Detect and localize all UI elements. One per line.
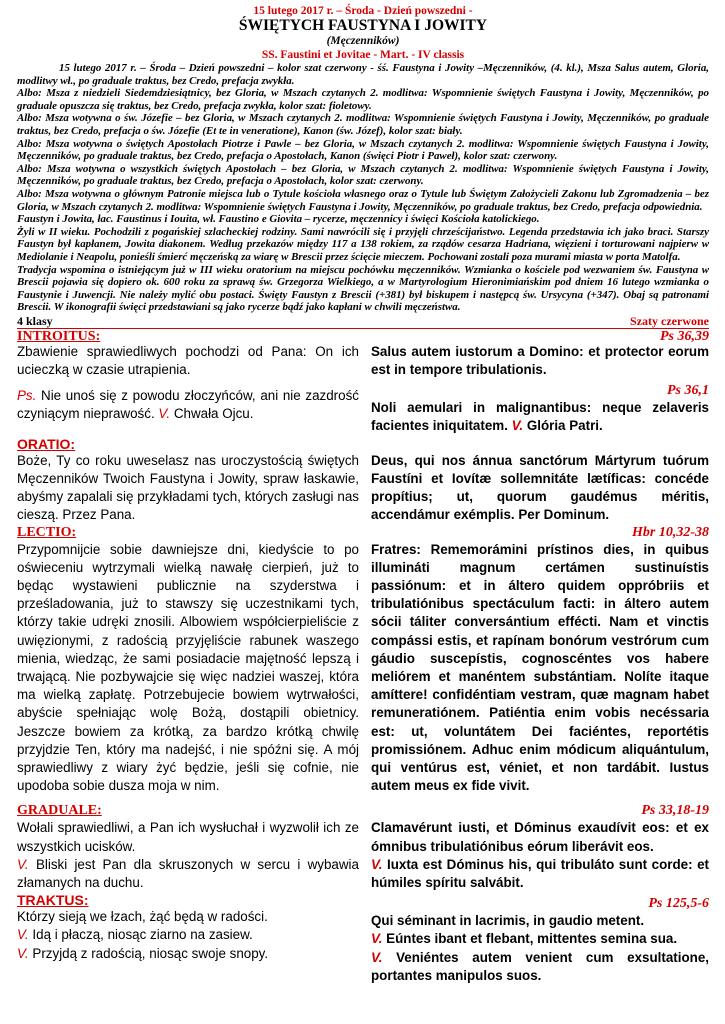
traktus-pl-verse: V. Idą i płaczą, niosąc ziarno na zasiew. bbox=[17, 927, 253, 943]
graduale-label: GRADUALE: bbox=[17, 803, 102, 819]
introitus-latin bbox=[371, 343, 709, 436]
date-line: 15 lutego 2017 r. – Środa - Dzień powszedni - bbox=[253, 5, 473, 17]
lectio-pl-text: Przypomnijcie sobie dawniejsze dni, kiedyście to po oświeceniu wytrzymali wielką nawałę cierpień, już to będąc wystawieni publicznie na szyderstwa i prześladowania, już to stawszy się uczestnikami tych, którzy takie udręki znosili. Albowiem współcierpieliście z uwięzionymi, z radością przyjęliście rabunek waszego mienia, wiedząc, że sami posiadacie majętność lepszą i trwającą. Nie pozbywajcie się więc nadziei waszej, która ma wielką zapłatę. Potrzebujecie bowiem wytrwałości, abyście spełniając wolę Bożą, dostąpili obietnicy. Jeszcze bowiem za krótką, za bardzo krótką chwilę przyjdzie Ten, który ma nadejść, i nie spóźni się. A mój sprawiedliwy z wiary żyć będzie, jeśli się cofnie, nie upodoba sobie dusza moja w nim. bbox=[17, 541, 359, 794]
oratio-section bbox=[17, 436, 709, 525]
lectio-label: LECTIO: bbox=[17, 524, 77, 540]
intro-paragraph: Tradycja wspomina o istniejącym już w III wieku oratorium na miejscu pochówku męczenników. Wzmianka o kościele pod wezwaniem św. Faustyna w Brescii pojawia się dopiero ok. 600 roku za sprawą św. Grzegorza Wielkiego, a w Martyrologium Hieronimiańskim pod dniem 16 lutego wzmianka o Faustynie i Juwencji. Nie należy mylić obu postaci. Święty Faustyn z Brescii (+381) był biskupem i następcą św. Ursycyna (+347). Obaj są patronami Brescii. W ikonografii święci przedstawiani są jako rycerze bądź jako kapłani w chwili męczeństwa. bbox=[17, 263, 709, 314]
intro-paragraph: Faustyn i Jowita, łac. Faustinus i Iouita, wł. Faustino e Giovita – rycerze, męczennicy i święci Kościoła katolickiego. bbox=[17, 213, 540, 226]
introitus-section bbox=[17, 343, 709, 436]
introitus-la-psalm: Noli aemulari in malignantibus: neque zelaveris facientes iniquitatem. V. Glória Patri. bbox=[371, 400, 709, 434]
page-title: ŚWIĘTYCH FAUSTYNA I JOWITY bbox=[238, 17, 488, 34]
graduale-pl-text: Wołali sprawiedliwi, a Pan ich wysłuchał i wyzwolił ich ze wszystkich ucisków. bbox=[17, 820, 359, 854]
lectio-section bbox=[17, 541, 709, 796]
traktus-label: TRAKTUS: bbox=[17, 892, 89, 909]
graduale-latin bbox=[371, 819, 709, 985]
oratio-pl-text: Boże, Ty co roku uweselasz nas uroczystością świętych Męczenników Twoich Faustyna i Jowity, spraw łaskawie, abyśmy zapalali się przykładami tych, których zasługi nas cieszą. Przez Pana. bbox=[17, 452, 359, 523]
traktus-pl-verse: V. Przyjdą z radością, niosąc swoje snopy. bbox=[17, 945, 269, 961]
intro-paragraph: Albo: Msza wotywna o głównym Patronie miejsca lub o Tytule kościoła własnego oraz o Tytule lub Świętym Założycieli Zakonu lub Zgromadzenia – bez Gloria, w Mszach czytanych 2. modlitwa: Wspomnienie świętych Faustyna i Jowity, Męczenników, po graduale traktus, bez Credo, prefacja odpowiednia. bbox=[17, 187, 709, 213]
class-label: 4 klasy bbox=[17, 313, 53, 328]
intro-paragraph: Albo: Msza wotywna o św. Józefie – bez Gloria, w Mszach czytanych 2. modlitwa: Wspomnienie świętych Faustyna i Jowity, Męczenników, po graduale traktus, bez Credo, prefacja o św. Józefie (Et te in veneratione), Kanon (św. Józef), kolor szat: biały. bbox=[17, 112, 709, 137]
graduale-ref: Ps 33,18-19 bbox=[641, 803, 709, 819]
introitus-psalm-ref: Ps 36,1 bbox=[667, 383, 709, 399]
traktus-pl-text: Którzy sieją we łzach, żąć będą w radości. bbox=[17, 909, 268, 925]
graduale-la-verse: V. Iuxta est Dóminus his, qui tribuláto sunt corde: et húmiles spíritu salvábit. bbox=[371, 856, 709, 890]
lectio-latin bbox=[371, 541, 709, 796]
missal-page bbox=[17, 4, 709, 985]
class-bar bbox=[17, 314, 709, 329]
lectio-ref: Hbr 10,32-38 bbox=[632, 524, 709, 540]
oratio-la-text: Deus, qui nos ánnua sanctórum Mártyrum tuórum Faustíni et Iovítæ sollemnitáte lætíficas: concéde propítius; ut, quorum gaudémus méritis, accendámur exémplis. Per Dominum. bbox=[371, 452, 709, 523]
intro-rubrics bbox=[17, 62, 709, 314]
graduale-pl-verse: V. Bliski jest Pan dla skruszonych w sercu i wybawia złamanych na duchu. bbox=[17, 856, 359, 890]
introitus-pl-text: Zbawienie sprawiedliwych pochodzi od Pana: On ich ucieczką w czasie utrapienia. bbox=[17, 343, 359, 378]
latin-title: SS. Faustini et Jovitae - Mart. - IV classis bbox=[261, 49, 465, 61]
oratio-label: ORATIO: bbox=[17, 435, 76, 452]
vestment-color: Szaty czerwone bbox=[630, 313, 709, 328]
introitus-ref: Ps 36,39 bbox=[660, 328, 709, 344]
oratio-latin bbox=[371, 436, 709, 525]
traktus-la-verse: V. Eúntes ibant et flebant, mittentes semina sua. bbox=[371, 931, 678, 947]
introitus-la-text: Salus autem iustorum a Domino: et protector eorum est in tempore tribulationis. bbox=[371, 343, 709, 378]
lectio-la-text: Fratres: Rememorámini prístinos dies, in quibus illumináti magnum certámen sustinuístis passiónum: et in áltero quidem oppróbriis et tribulatiónibus spectáculum facti: in áltero autem sócii táliter conversántium effécti. Nam et vinctis compássi estis, et rapínam bonórum vestrórum cum gáudio suscepístis, cognoscéntes vos habere meliórem et manéntem substántiam. Nolíte itaque amíttere! confidéntiam vestram, quæ magnam habet remuneratiónem. Patiéntia enim vobis necéssaria est: ut, voluntátem Dei faciéntes, reportétis promissiónem. Adhuc enim módicum aliquántulum, qui ventúrus est, véniet, et non tardábit. Iustus autem meus ex fide vivit. bbox=[371, 541, 709, 794]
graduale-la-text: Clamavérunt iusti, et Dóminus exaudívit eos: et ex ómnibus tribulatiónibus eórum liberávit eos. bbox=[371, 820, 709, 854]
lectio-polish bbox=[17, 541, 359, 796]
intro-paragraph: Żyli w II wieku. Pochodzili z pogańskiej szlacheckiej rodziny. Sami nawrócili się i przyjęli chrześcijaństwo. Legenda przedstawia ich jako braci. Starszy Faustyn był kapłanem, Jowita diakonem. Według przekazów między 117 a 138 rokiem, za rządów cesarza Hadriana, więzieni i torturowani najpierw w Mediolanie i Neapolu, ponieśli śmierć męczeńską za wiarę w Brescii przez ścięcie mieczem. Pochowani zostali poza murami miasta w porta Matolfa. bbox=[17, 225, 709, 263]
intro-paragraph: Albo: Msza wotywna o wszystkich świętych Apostołach – bez Gloria, w Mszach czytanych 2. modlitwa: Wspomnienie świętych Faustyna i Jowity, Męczenników, po graduale traktus, bez Credo, prefacja o Apostołach, kolor szat: czerwony. bbox=[17, 162, 709, 188]
intro-paragraph: 15 lutego 2017 r. – Środa – Dzień powszedni – kolor szat czerwony - śś. Faustyna i Jowity –Męczenników, (4. kl.), Msza Salus autem, Gloria, modlitwy wł., po graduale traktus, bez Credo, prefacja zwykła. bbox=[17, 62, 709, 87]
introitus-pl-psalm: Ps. Nie unoś się z powodu złoczyńców, ani nie zazdrość czyniącym nieprawość. V. Chwała Ojcu. bbox=[17, 388, 359, 422]
traktus-la-verse: V. Veniéntes autem venient cum exsultatione, portantes manipulos suos. bbox=[371, 949, 709, 983]
traktus-la-text: Qui séminant in lacrimis, in gaudio metent. bbox=[371, 913, 645, 929]
introitus-label: INTROITUS: bbox=[17, 328, 101, 344]
graduale-heading bbox=[17, 803, 709, 819]
introitus-polish bbox=[17, 343, 359, 436]
graduale-section bbox=[17, 819, 709, 985]
intro-paragraph: Albo: Msza wotywna o świętych Apostołach Piotrze i Pawle – bez Gloria, w Mszach czytanych 2. modlitwa: Wspomnienie świętych Faustyna i Jowity, Męczenników, po graduale traktus, bez Credo, prefacja o Apostołach, Kanon (święci Piotr i Paweł), kolor szat: czerwony. bbox=[17, 137, 709, 163]
lectio-heading bbox=[17, 525, 709, 541]
oratio-polish bbox=[17, 436, 359, 525]
intro-paragraph: Albo: Msza z niedzieli Siedemdziesiątnicy, bez Gloria, w Mszach czytanych 2. modlitwa: Wspomnienie świętych Faustyna i Jowity, Męczenników, po graduale opuszcza się traktus, bez Credo, prefacja zwykła, kolor szat: fioletowy. bbox=[17, 87, 709, 112]
subtitle: (Męczenników) bbox=[326, 35, 400, 47]
graduale-polish bbox=[17, 819, 359, 985]
traktus-ref: Ps 125,5-6 bbox=[648, 896, 709, 912]
